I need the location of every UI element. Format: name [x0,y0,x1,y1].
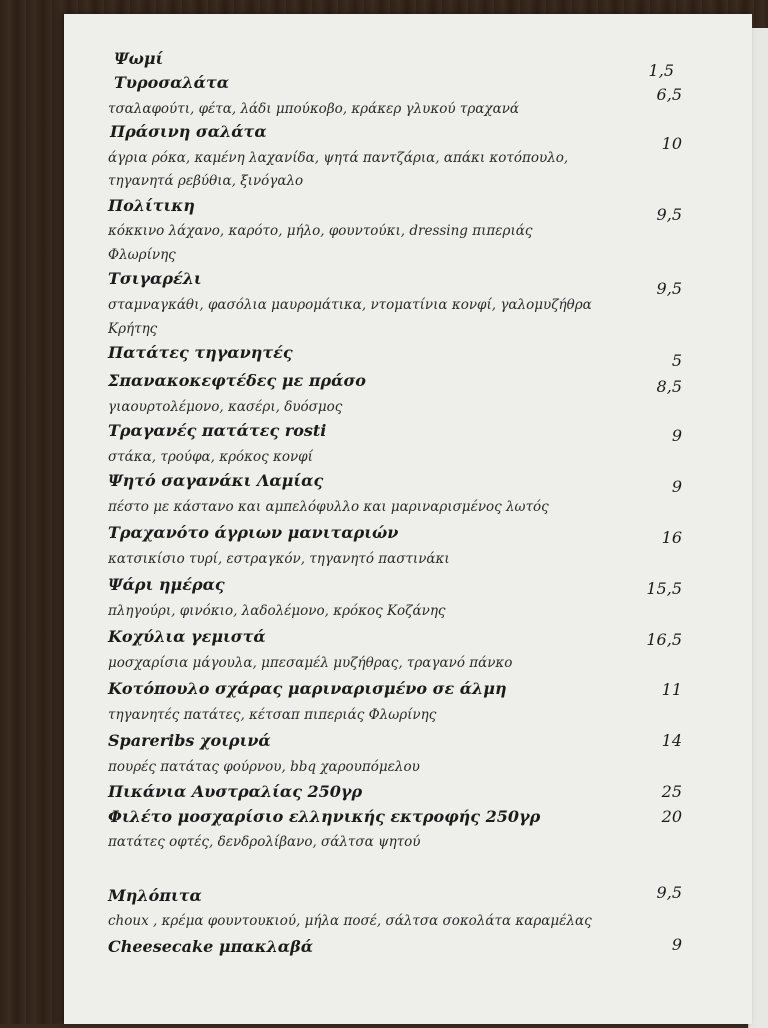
item-price: 9 [671,935,682,954]
item-name: Σπανακοκεφτέδες με πράσο [108,371,366,390]
item-name: Κοτόπουλο σχάρας μαριναρισμένο σε άλμη [108,679,507,698]
item-name: Spareribs χοιρινά [108,731,271,750]
item-name: Φιλέτο μοσχαρίσιο ελληνικής εκτροφής 250γρ [108,807,541,826]
item-name: Πατάτες τηγανητές [108,343,293,362]
item-price: 5 [671,351,682,370]
item-name: Τραχανότο άγριων μανιταριών [108,523,399,542]
item-name: Κοχύλια γεμιστά [108,627,266,646]
menu-page: Ψωμί 1,5 Τυροσαλάτα 6,5 τσαλαφούτι, φέτα, λάδι μπούκοβο, κράκερ γλυκού τραχανά Πράσινη σαλάτα 10 άγρια ρόκα, καμένη λαχανίδα, ψητά παντζάρια, απάκι κοτόπουλο, τηγανητά ρεβύθια, ξινόγαλο Πολίτικη 9,5 κόκκινο λάχανο, καρότο, μήλο, φουντούκι, dressing πιπεριάς Φλωρίνης Τσιγαρέλι 9,5 σταμναγκάθι, φασόλια μαυρομάτικα, ντοματίνια κονφί, γαλομυζήθρα Κρήτης Πατάτες τηγανητές 5 Σπανακοκεφτέδες με πράσο 8,5 γιαουρτολέμονο, κασέρι, δυόσμος Τραγανές πατάτες rosti 9 στάκα, τρούφα, κρόκος κονφί Ψητό σαγανάκι Λαμίας 9 πέστο με κάστανο και αμπελόφυλλο και μαριναρισμένος λωτός Τραχανότο άγριων μανιταριών 16 κατσικίσιο τυρί, εστραγκόν, τηγανητό παστινάκι Ψάρι ημέρας 15,5 πληγούρι, φινόκιο, λαδολέμονο, κρόκος Κοζάνης Κοχύλια γεμιστά 16,5 μοσχαρίσια μάγουλα, μπεσαμέλ μυζήθρας, τραγανό πάνκο Κοτόπουλο σχάρας μαριναρισμένο σε άλμη 11 τηγανητές πατάτες, κέτσαπ πιπεριάς Φλωρίνης Spareribs χοιρινά 14 πουρές πατάτας φούρνου, bbq χαρουπόμελου Πικάνια Αυστραλίας 250γρ 25 Φιλέτο μοσχαρίσιο ελληνικής εκτροφής 250γρ 20 πατάτες οφτές, δενδρολίβανο, σάλτσα ψητού Μηλόπιτα 9,5 choux , κρέμα φουντουκιού, μήλα ποσέ, σάλτσα σοκολάτα καραμέλας Cheesecake μπακλαβά 9 [64,14,752,1024]
item-price: 9,5 [656,883,682,902]
item-name: Τσιγαρέλι [108,269,202,288]
item-name: Ψάρι ημέρας [108,575,225,594]
item-price: 10 [661,134,682,153]
item-name: Τραγανές πατάτες rosti [108,421,327,440]
item-name: Ψωμί [114,49,164,68]
item-price: 9,5 [656,205,682,224]
item-name: Μηλόπιτα [108,886,202,905]
item-price: 25 [661,782,682,801]
item-name: Cheesecake μπακλαβά [108,937,314,956]
item-price: 9 [671,477,682,496]
item-price: 1,5 [648,61,674,80]
item-name: Πολίτικη [108,196,195,215]
item-name: Πράσινη σαλάτα [110,122,267,141]
item-price: 9,5 [656,279,682,298]
item-price: 16 [661,528,682,547]
item-price: 9 [671,426,682,445]
item-price: 8,5 [656,377,682,396]
item-price: 16,5 [646,630,682,649]
item-price: 14 [661,731,682,750]
item-price: 6,5 [656,85,682,104]
item-price: 11 [661,680,682,699]
item-name: Τυροσαλάτα [114,73,230,92]
item-name: Πικάνια Αυστραλίας 250γρ [108,782,363,801]
item-price: 15,5 [646,579,682,598]
item-name: Ψητό σαγανάκι Λαμίας [108,471,324,490]
item-price: 20 [661,807,682,826]
